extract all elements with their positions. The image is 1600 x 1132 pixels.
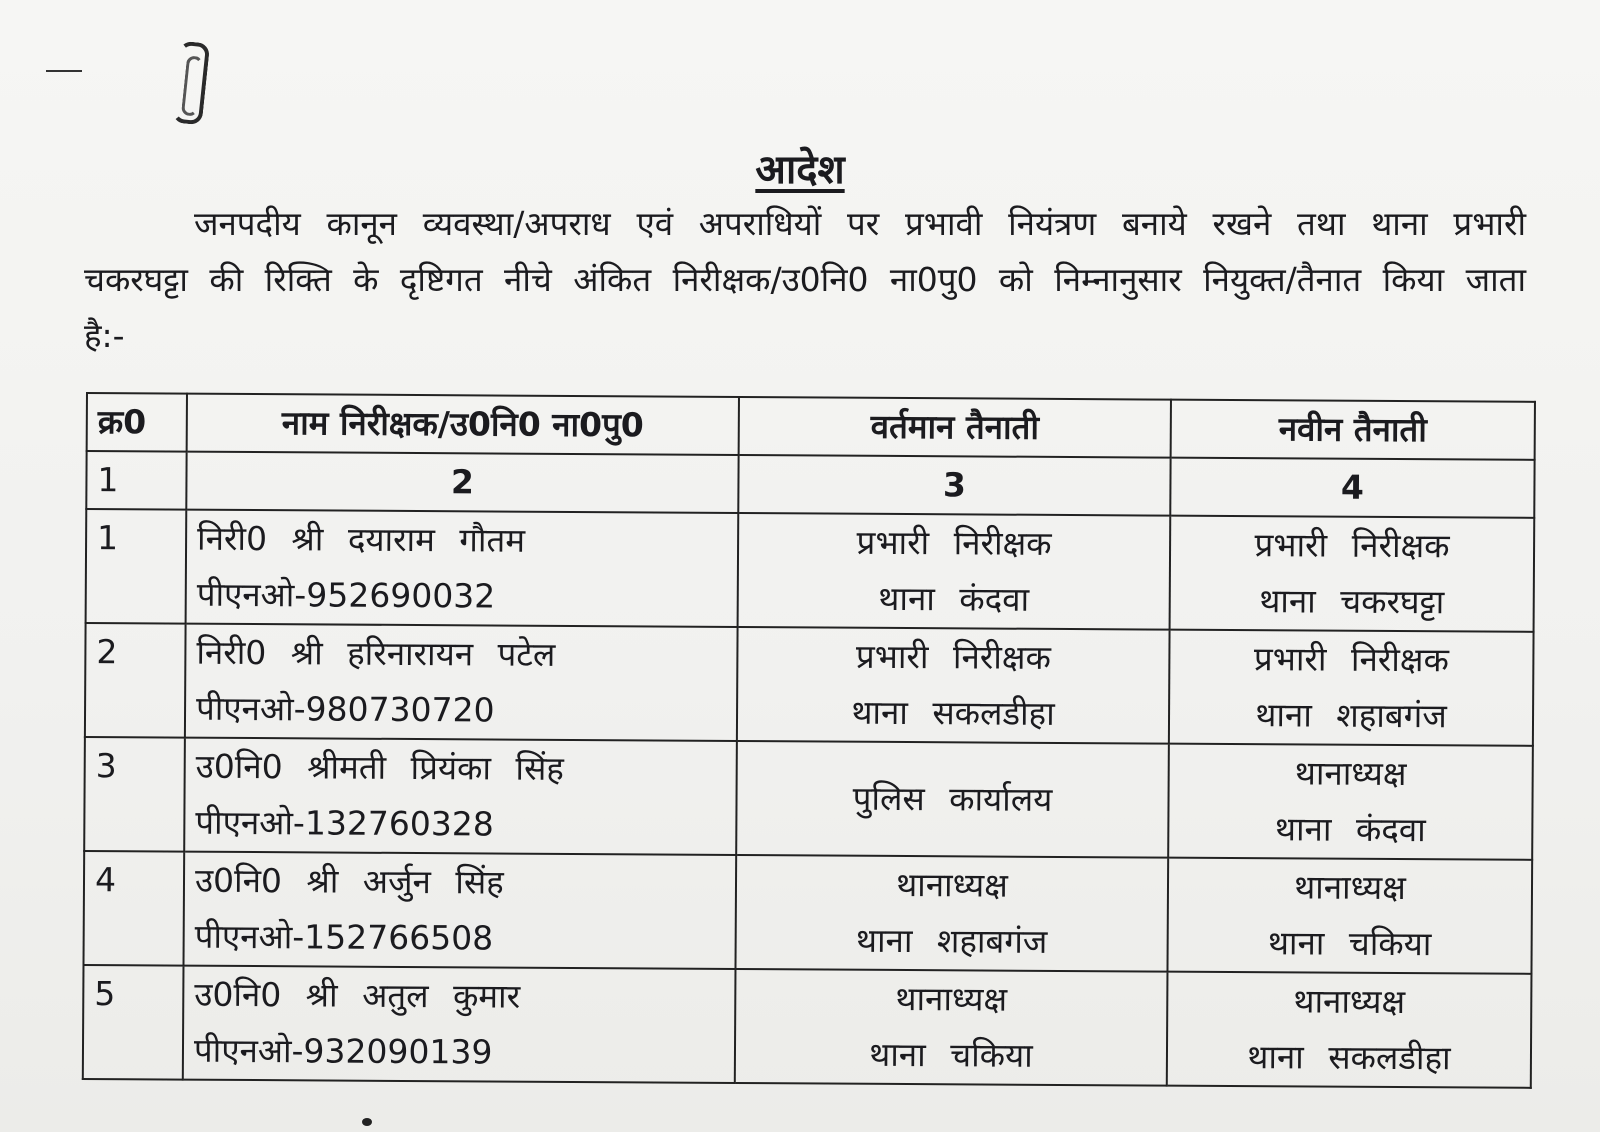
officer-name: उ0नि0 श्री अतुल कुमार [194,974,521,1016]
current-posting-line: पुलिस कार्यालय [852,778,1053,819]
table-row [85,623,1534,746]
current-posting-line: थाना कंदवा [878,578,1030,619]
serial-number: 4 [94,860,117,900]
serial-cell [86,509,187,624]
order-title: आदेश [755,147,845,193]
current-posting-line: थाना शहाबगंज [855,920,1048,961]
name-cell [186,510,739,627]
new-posting-cell [1167,972,1532,1088]
header-serial: क्र0 [87,393,187,452]
column-index: 2 [186,452,738,513]
current-posting-cell [737,627,1170,744]
name-cell [183,852,736,969]
table-row [84,737,1533,860]
pno-number: पीएनओ-152766508 [194,916,494,958]
new-posting-line: प्रभारी निरीक्षक [1253,639,1449,680]
serial-number: 5 [94,974,116,1014]
current-posting-cell [736,741,1169,858]
current-posting-line: थाना चकिया [869,1034,1033,1075]
pno-number: पीएनओ-980730720 [195,688,495,730]
officer-name: निरी0 श्री दयाराम गौतम [196,518,526,560]
table-row [86,509,1535,632]
serial-cell [85,623,186,738]
serial-cell [84,737,185,852]
pen-mark [46,70,82,72]
serial-cell [83,851,184,966]
new-posting-line: थाना शहाबगंज [1255,695,1447,736]
column-index-row [86,451,1534,518]
current-posting-line: थानाध्यक्ष [896,864,1008,905]
new-posting-cell [1169,630,1534,746]
officer-name: निरी0 श्री हरिनारायन पटेल [196,632,556,674]
order-paragraph-text: जनपदीय कानून व्यवस्था/अपराध एवं अपराधियों पर प्रभावी नियंत्रण बनाये रखने तथा थाना प्रभारी चकरघट्टा की रिक्ति के दृष्टिगत नीचे अंकित निरीक्षक/उ0नि0 ना0पु0 को निम्नानुसार नियुक्त/तैनात किया जाता है:- [84,204,1526,355]
new-posting-cell [1167,858,1532,974]
current-posting-line: थानाध्यक्ष [895,978,1008,1019]
column-index: 4 [1170,458,1534,518]
order-paragraph [84,196,1526,364]
serial-cell [83,965,184,1080]
current-posting-cell [735,969,1168,1086]
pno-number: पीएनओ-132760328 [195,802,494,844]
new-posting-line: थानाध्यक्ष [1293,981,1406,1022]
table-header-row [87,393,1535,460]
new-posting-line: थानाध्यक्ष [1294,753,1407,794]
new-posting-cell [1170,516,1535,632]
header-current-posting: वर्तमान तैनाती [739,397,1171,458]
pno-number: पीएनओ-952690032 [196,574,496,616]
new-posting-line: थाना चकिया [1267,923,1432,964]
new-posting-line: थाना सकलडीहा [1247,1037,1451,1078]
current-posting-cell [735,855,1168,972]
officer-name: उ0नि0 श्री अर्जुन सिंह [194,860,504,902]
column-index: 1 [86,451,186,510]
current-posting-line: प्रभारी निरीक्षक [856,522,1052,563]
current-posting-line: थाना सकलडीहा [851,692,1055,733]
new-posting-line: थाना चकरघट्टा [1259,581,1445,622]
current-posting-cell [738,513,1171,630]
header-new-posting: नवीन तैनाती [1171,400,1535,460]
table-row [83,965,1532,1088]
name-cell [184,738,737,855]
new-posting-cell [1168,744,1533,860]
posting-table [82,392,1536,1089]
new-posting-line: प्रभारी निरीक्षक [1254,525,1450,566]
table-row [83,851,1532,974]
current-posting-line: प्रभारी निरीक्षक [855,636,1052,677]
serial-number: 1 [96,518,119,558]
header-name: नाम निरीक्षक/उ0नि0 ना0पु0 [187,394,739,455]
officer-name: उ0नि0 श्रीमती प्रियंका सिंह [195,746,564,788]
pno-number: पीएनओ-932090139 [193,1030,493,1072]
name-cell [185,624,738,741]
name-cell [183,966,736,1083]
serial-number: 3 [95,746,117,786]
new-posting-line: थानाध्यक्ष [1294,867,1406,908]
serial-number: 2 [96,632,118,672]
new-posting-line: थाना कंदवा [1274,809,1426,850]
column-index: 3 [738,455,1170,516]
cropped-text-mark [362,1118,372,1126]
